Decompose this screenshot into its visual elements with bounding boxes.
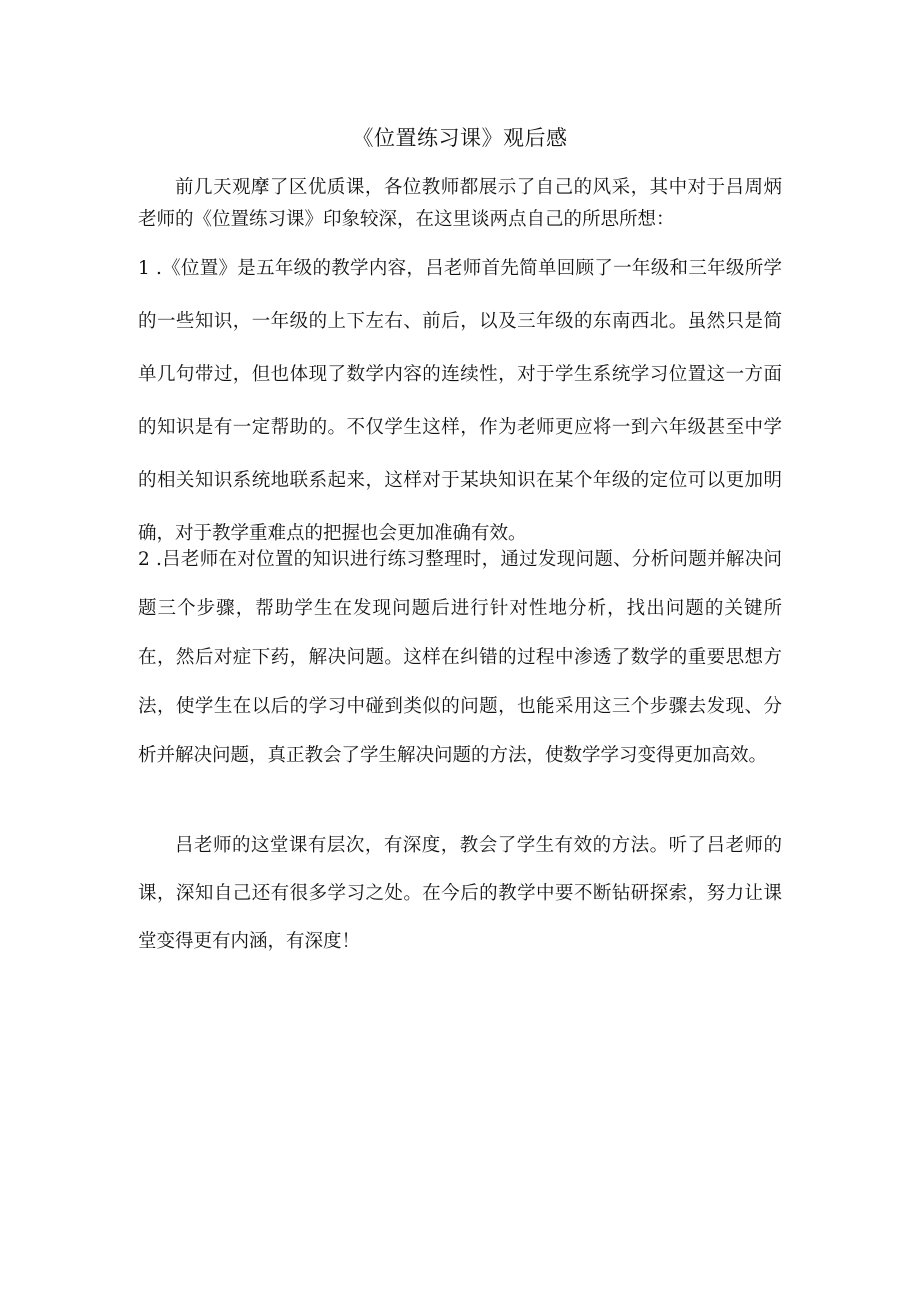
closing-paragraph: 吕老师的这堂课有层次，有深度，教会了学生有效的方法。听了吕老师的课，深知自己还有很多学习之处。在今后的教学中要不断钻研探索，努力让课堂变得更有内涵，有深度！ [138,835,782,952]
intro-paragraph: 前几天观摩了区优质课，各位教师都展示了自己的风采，其中对于吕周炳老师的《位置练习课》印象较深，在这里谈两点自己的所思所想： [138,177,782,230]
point-one-paragraph: 1 .《位置》是五年级的教学内容，吕老师首先简单回顾了一年级和三年级所学的一些知识，一年级的上下左右、前后，以及三年级的东南西北。虽然只是简单几句带过，但也体现了数学内容的连续性，对于学生系统学习位置这一方面的知识是有一定帮助的。不仅学生这样，作为老师更应将一到六年级甚至中学的相关知识系统地联系起来，这样对于某块知识在某个年级的定位可以更加明确，对于教学重难点的把握也会更加准确有效。 [138,258,782,544]
document-title: 《位置练习课》观后感 [352,126,568,150]
point-two-paragraph: 2 .吕老师在对位置的知识进行练习整理时，通过发现问题、分析问题并解决问题三个步骤，帮助学生在发现问题后进行针对性地分析，找出问题的关键所在，然后对症下药，解决问题。这样在纠错的过程中渗透了数学的重要思想方法，使学生在以后的学习中碰到类似的问题，也能采用这三个步骤去发现、分析并解决问题，真正教会了学生解决问题的方法，使数学学习变得更加高效。 [138,549,782,766]
